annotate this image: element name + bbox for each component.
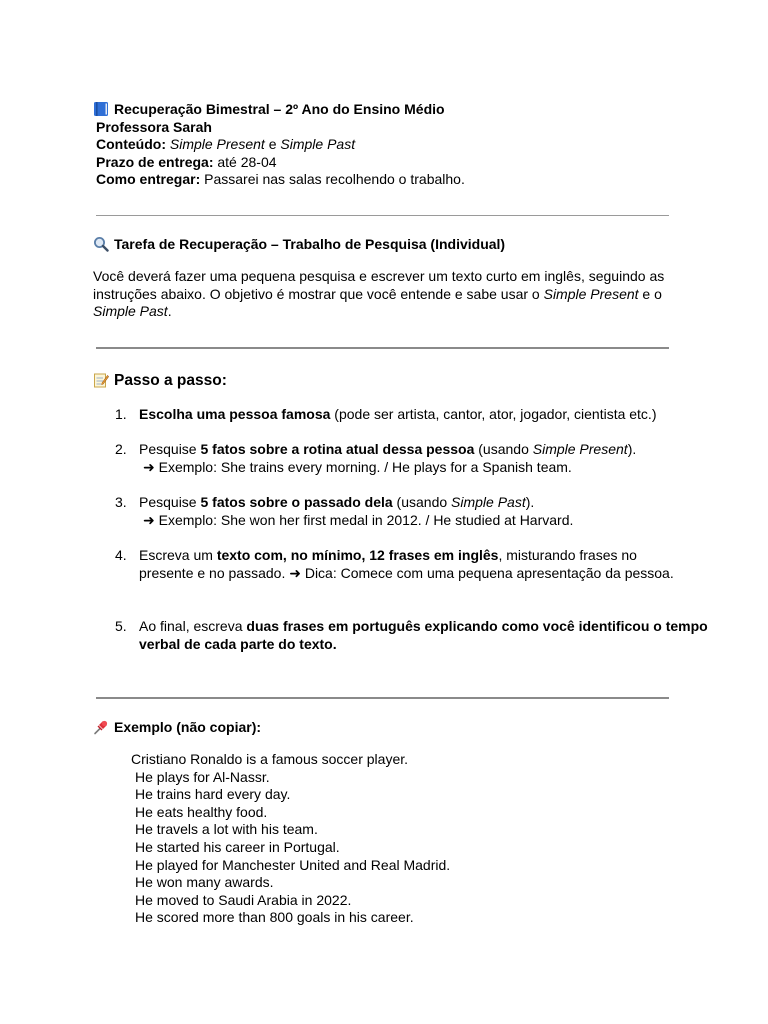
step-text: (usando (474, 441, 533, 457)
delivery-value: Passarei nas salas recolhendo o trabalho. (200, 171, 465, 188)
step-number: 2. (115, 441, 127, 457)
intro-text-1: Você deverá fazer uma pequena pesquisa e escrever um texto curto em inglês, seguindo as instruções abaixo. O objetivo é mostrar que você entende e sabe usar o (93, 268, 665, 302)
example-line: He played for Manchester United and Real Madrid. (135, 856, 451, 873)
content-value-1: Simple Present (169, 136, 265, 153)
step-text: Pesquise (139, 441, 201, 457)
task-intro (93, 268, 678, 321)
step-number: 3. (115, 494, 127, 510)
blue-book-icon (93, 101, 109, 117)
step-bold-text: duas frases em português explicando como você identificou o tempo verbal de cada parte do texto. (139, 618, 708, 652)
divider-3 (96, 697, 669, 699)
delivery-label: Como entregar: (96, 171, 201, 188)
example-title-line (93, 719, 261, 737)
document-header (93, 101, 693, 189)
step-text: Pesquise (139, 494, 201, 510)
example-line: He started his career in Portugal. (135, 838, 340, 855)
step-text: Escreva um (139, 547, 217, 563)
example-line: He eats healthy food. (135, 803, 268, 820)
list-item (112, 618, 709, 653)
step-text: ). (627, 441, 637, 457)
deadline-value: até 28-04 (213, 153, 277, 170)
step-text: ). (525, 494, 535, 510)
step-number: 1. (115, 406, 127, 422)
example-text (131, 751, 631, 927)
step-bold-text: 5 fatos sobre o passado dela (200, 494, 393, 510)
example-line: He scored more than 800 goals in his career. (135, 909, 414, 926)
divider-2 (96, 347, 669, 349)
step-bold-text: texto com, no mínimo, 12 frases em inglês (216, 547, 499, 563)
step-text: (pode ser artista, cantor, ator, jogador, cientista etc.) (330, 406, 657, 422)
steps-title-line (93, 372, 227, 390)
divider-1 (96, 215, 669, 216)
step-number: 4. (115, 547, 127, 563)
step-text: (usando (392, 494, 452, 510)
task-title: Tarefa de Recuperação – Trabalho de Pesquisa (Individual) (114, 236, 506, 252)
intro-emphasis-1: Simple Present (543, 285, 639, 302)
list-item (112, 547, 684, 582)
content-connector: e (264, 136, 281, 153)
list-item (112, 406, 709, 424)
content-label: Conteúdo: (96, 136, 166, 153)
example-line: Cristiano Ronaldo is a famous soccer player. (131, 751, 409, 767)
step-text: , misturando frases no presente e no passado. ➜ Dica: Comece com uma pequena apresentação da pessoa. (139, 547, 674, 581)
step-emphasis: Simple Present (532, 441, 628, 457)
delivery-line (93, 171, 693, 189)
teacher-line (93, 119, 693, 137)
header-title: Recuperação Bimestral – 2º Ano do Ensino Médio (114, 101, 445, 117)
example-line: He plays for Al-Nassr. (135, 768, 270, 785)
pushpin-icon (93, 719, 109, 735)
step-example: ➜ Exemplo: She won her first medal in 2012. / He studied at Harvard. (143, 511, 574, 528)
step-bold-text: Escolha uma pessoa famosa (139, 406, 331, 422)
magnifying-glass-icon (93, 236, 109, 252)
step-example: ➜ Exemplo: She trains every morning. / He plays for a Spanish team. (143, 458, 572, 475)
memo-icon (93, 372, 109, 388)
example-line: He won many awards. (135, 874, 274, 891)
task-title-line (93, 236, 505, 254)
deadline-line (93, 154, 693, 172)
step-text: Ao final, escreva (139, 618, 247, 634)
list-item (112, 441, 709, 476)
content-value-2: Simple Past (280, 136, 356, 153)
example-line: He travels a lot with his team. (135, 821, 318, 838)
example-line: He moved to Saudi Arabia in 2022. (135, 891, 352, 908)
teacher-name: Professora Sarah (96, 118, 212, 135)
example-line: He trains hard every day. (135, 786, 291, 803)
intro-text-2: e o (638, 285, 662, 302)
content-line (93, 136, 693, 154)
step-bold-text: 5 fatos sobre a rotina atual dessa pessoa (200, 441, 475, 457)
step-number: 5. (115, 618, 127, 634)
intro-emphasis-2: Simple Past (93, 303, 168, 320)
example-title: Exemplo (não copiar): (114, 719, 262, 735)
header-title-line (93, 101, 693, 119)
step-emphasis: Simple Past (451, 494, 526, 510)
intro-text-3: . (167, 303, 172, 320)
steps-title: Passo a passo: (114, 372, 227, 389)
list-item (112, 494, 709, 529)
deadline-label: Prazo de entrega: (96, 153, 214, 170)
